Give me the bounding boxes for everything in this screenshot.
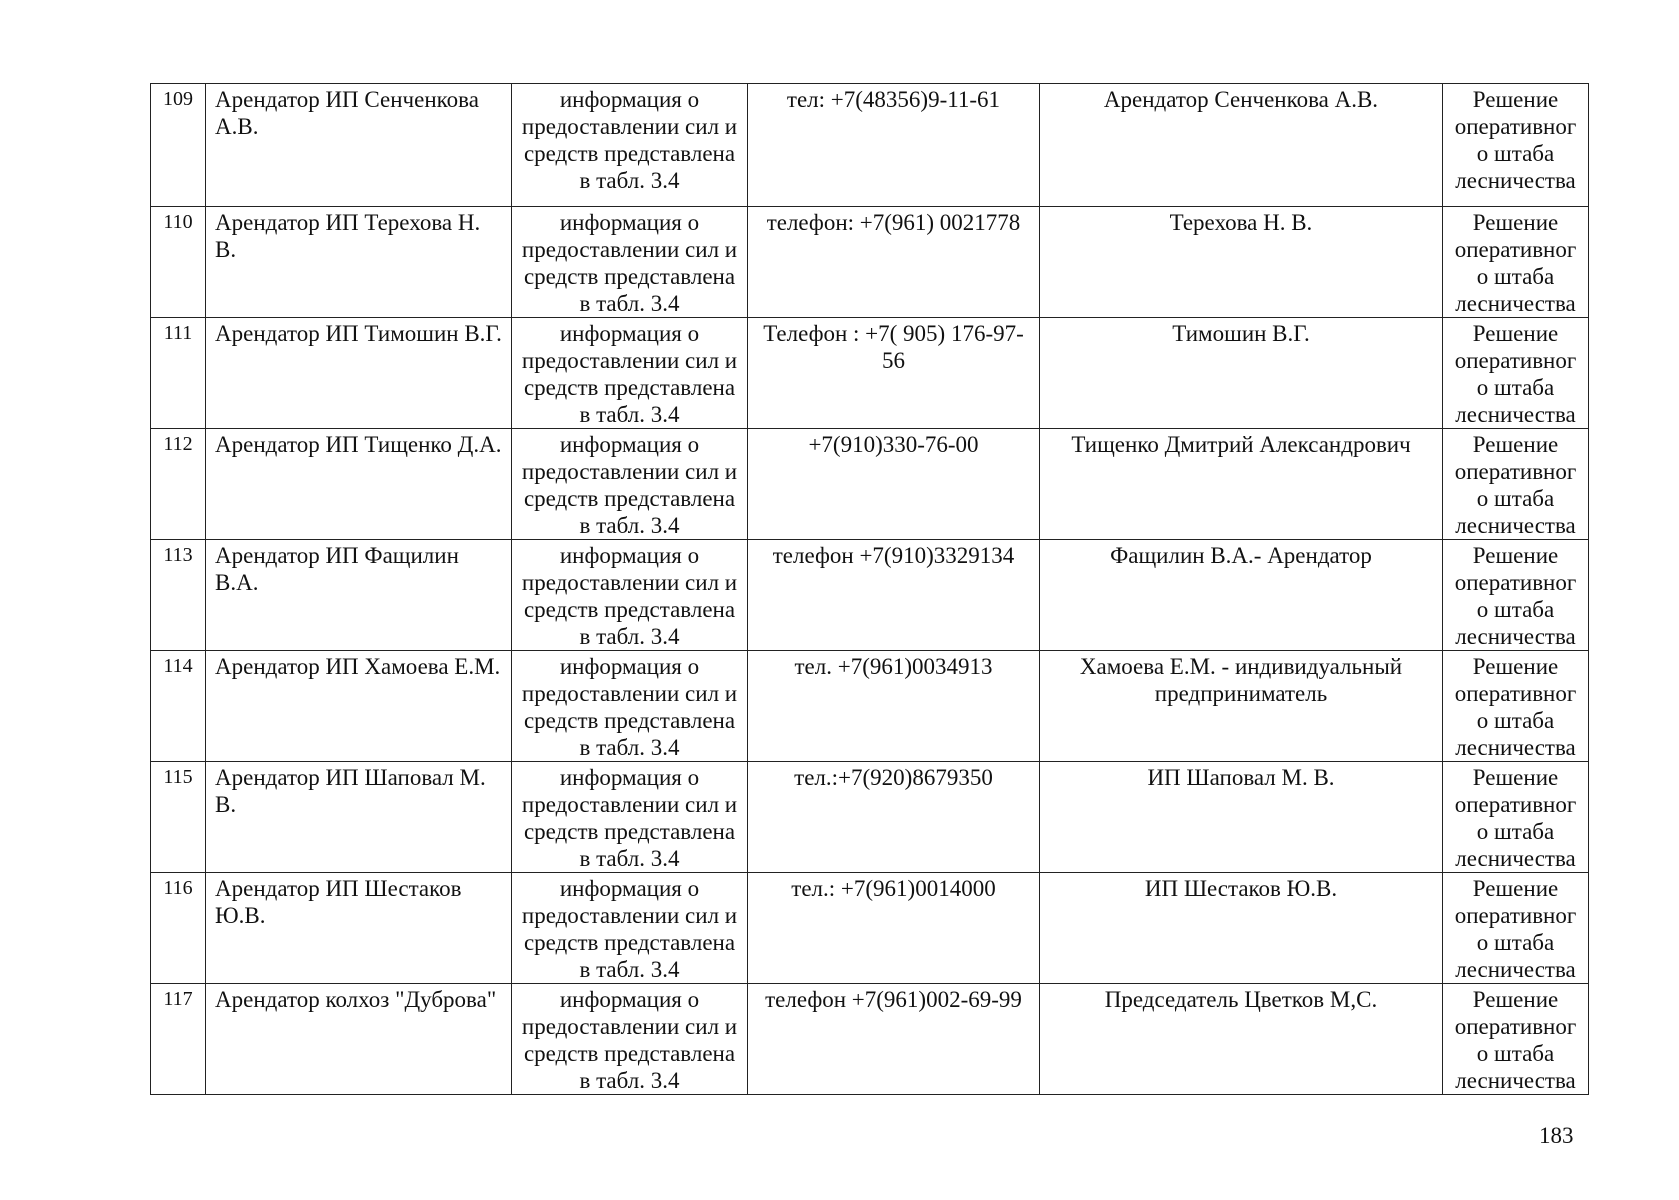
phone-cell: тел: +7(48356)9-11-61 [748,84,1040,207]
decision-cell: Решение оперативног о штаба лесничества [1443,207,1589,318]
decision-cell: Решение оперативног о штаба лесничества [1443,540,1589,651]
row-number: 116 [151,873,206,984]
table-row [151,984,1589,1095]
phone-cell: Телефон : +7( 905) 176-97-56 [748,318,1040,429]
table-row [151,762,1589,873]
resource-info-cell: информация о предоставлении сил и средств представлена в табл. 3.4 [512,84,748,207]
row-number: 114 [151,651,206,762]
organization-cell: Арендатор ИП Терехова Н. В. [206,207,512,318]
contact-person-cell: Фащилин В.А.- Арендатор [1040,540,1443,651]
phone-cell: телефон +7(961)002-69-99 [748,984,1040,1095]
table-row [151,207,1589,318]
resource-info-cell: информация о предоставлении сил и средств представлена в табл. 3.4 [512,762,748,873]
decision-cell: Решение оперативног о штаба лесничества [1443,762,1589,873]
contact-person-cell: Тимошин В.Г. [1040,318,1443,429]
decision-cell: Решение оперативног о штаба лесничества [1443,873,1589,984]
organization-cell: Арендатор ИП Тищенко Д.А. [206,429,512,540]
row-number: 111 [151,318,206,429]
contact-person-cell: Председатель Цветков М,С. [1040,984,1443,1095]
table-row [151,84,1589,207]
phone-cell: тел.:+7(920)8679350 [748,762,1040,873]
contact-person-cell: Хамоева Е.М. - индивидуальный предприниматель [1040,651,1443,762]
phone-cell: тел. +7(961)0034913 [748,651,1040,762]
resource-info-cell: информация о предоставлении сил и средств представлена в табл. 3.4 [512,318,748,429]
decision-cell: Решение оперативног о штаба лесничества [1443,651,1589,762]
resource-info-cell: информация о предоставлении сил и средств представлена в табл. 3.4 [512,651,748,762]
resource-table [150,83,1589,1095]
table-row [151,873,1589,984]
decision-cell: Решение оперативног о штаба лесничества [1443,984,1589,1095]
resource-info-cell: информация о предоставлении сил и средств представлена в табл. 3.4 [512,540,748,651]
phone-cell: телефон +7(910)3329134 [748,540,1040,651]
organization-cell: Арендатор ИП Сенченкова А.В. [206,84,512,207]
decision-cell: Решение оперативног о штаба лесничества [1443,318,1589,429]
table-row [151,540,1589,651]
row-number: 115 [151,762,206,873]
organization-cell: Арендатор ИП Тимошин В.Г. [206,318,512,429]
contact-person-cell: Арендатор Сенченкова А.В. [1040,84,1443,207]
resource-info-cell: информация о предоставлении сил и средств представлена в табл. 3.4 [512,873,748,984]
organization-cell: Арендатор ИП Фащилин В.А. [206,540,512,651]
row-number: 109 [151,84,206,207]
row-number: 117 [151,984,206,1095]
page-number: 183 [1539,1123,1574,1148]
table-row [151,429,1589,540]
row-number: 110 [151,207,206,318]
resource-info-cell: информация о предоставлении сил и средств представлена в табл. 3.4 [512,207,748,318]
decision-cell: Решение оперативног о штаба лесничества [1443,429,1589,540]
resource-info-cell: информация о предоставлении сил и средств представлена в табл. 3.4 [512,429,748,540]
contact-person-cell: ИП Шаповал М. В. [1040,762,1443,873]
organization-cell: Арендатор ИП Шестаков Ю.В. [206,873,512,984]
table-row [151,318,1589,429]
phone-cell: +7(910)330-76-00 [748,429,1040,540]
row-number: 113 [151,540,206,651]
organization-cell: Арендатор колхоз "Дуброва" [206,984,512,1095]
row-number: 112 [151,429,206,540]
phone-cell: тел.: +7(961)0014000 [748,873,1040,984]
contact-person-cell: Терехова Н. В. [1040,207,1443,318]
decision-cell: Решение оперативног о штаба лесничества [1443,84,1589,207]
resource-info-cell: информация о предоставлении сил и средств представлена в табл. 3.4 [512,984,748,1095]
organization-cell: Арендатор ИП Хамоева Е.М. [206,651,512,762]
phone-cell: телефон: +7(961) 0021778 [748,207,1040,318]
table-row [151,651,1589,762]
contact-person-cell: ИП Шестаков Ю.В. [1040,873,1443,984]
contact-person-cell: Тищенко Дмитрий Александрович [1040,429,1443,540]
organization-cell: Арендатор ИП Шаповал М. В. [206,762,512,873]
